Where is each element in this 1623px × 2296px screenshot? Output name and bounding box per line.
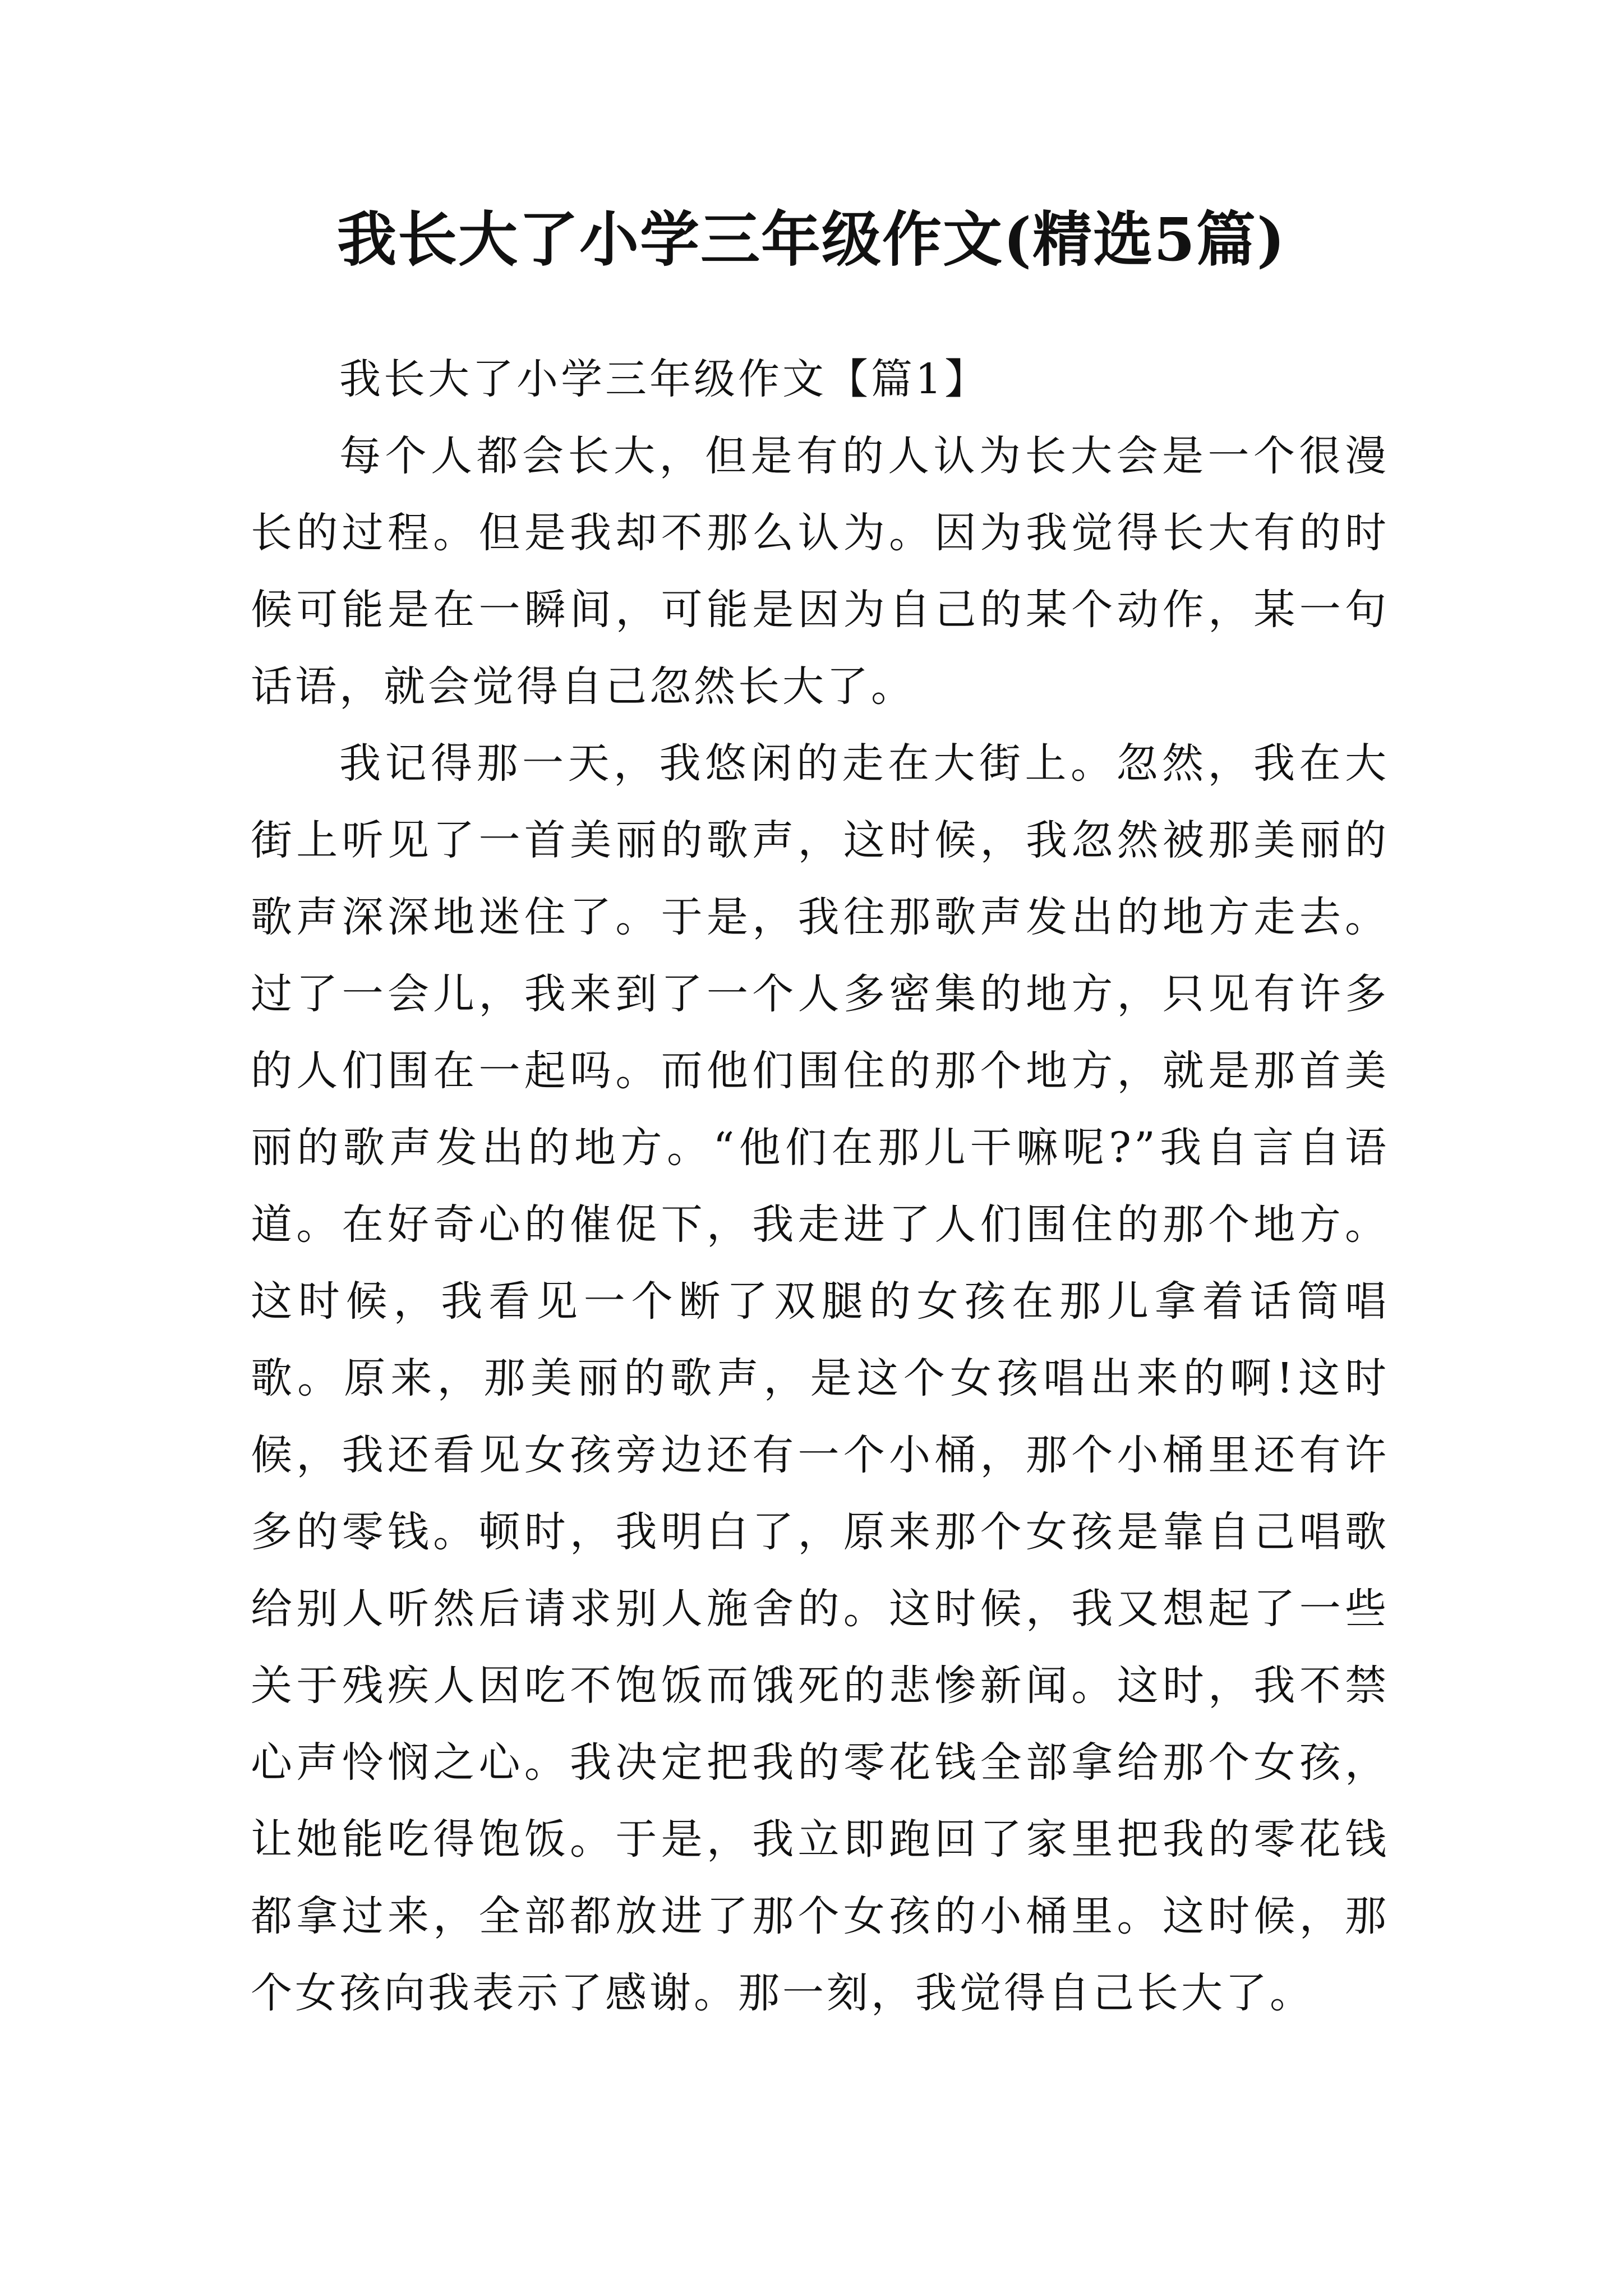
paragraph: 我记得那一天，我悠闲的走在大街上。忽然，我在大街上听见了一首美丽的歌声，这时候，我忽然被那美丽的歌声深深地迷住了。于是，我往那歌声发出的地方走去。过了一会儿，我来到了一个人多密集的地方，只见有许多的人们围在一起吗。而他们围住的那个地方，就是那首美丽的歌声发出的地方。“他们在那儿干嘛呢?”我自言自语道。在好奇心的催促下，我走进了人们围住的那个地方。这时候，我看见一个断了双腿的女孩在那儿拿着话筒唱歌。原来，那美丽的歌声，是这个女孩唱出来的啊!这时候，我还看见女孩旁边还有一个小桶，那个小桶里还有许多的零钱。顿时，我明白了，原来那个女孩是靠自己唱歌给别人听然后请求别人施舍的。这时候，我又想起了一些关于残疾人因吃不饱饭而饿死的悲惨新闻。这时，我不禁心声怜悯之心。我决定把我的零花钱全部拿给那个女孩，让她能吃得饱饭。于是，我立即跑回了家里把我的零花钱都拿过来，全部都放进了那个女孩的小桶里。这时候，那个女孩向我表示了感谢。那一刻，我觉得自己长大了。 [251, 739, 1389, 2017]
document-title: 我长大了小学三年级作文(精选5篇) [336, 204, 1287, 274]
paragraph: 每个人都会长大，但是有的人认为长大会是一个很漫长的过程。但是我却不那么认为。因为我觉得长大有的时候可能是在一瞬间，可能是因为自己的某个动作，某一句话语，就会觉得自己忽然长大了。 [251, 432, 1389, 711]
document-body [251, 341, 1389, 2032]
section-heading: 我长大了小学三年级作文【篇1】 [339, 355, 989, 403]
